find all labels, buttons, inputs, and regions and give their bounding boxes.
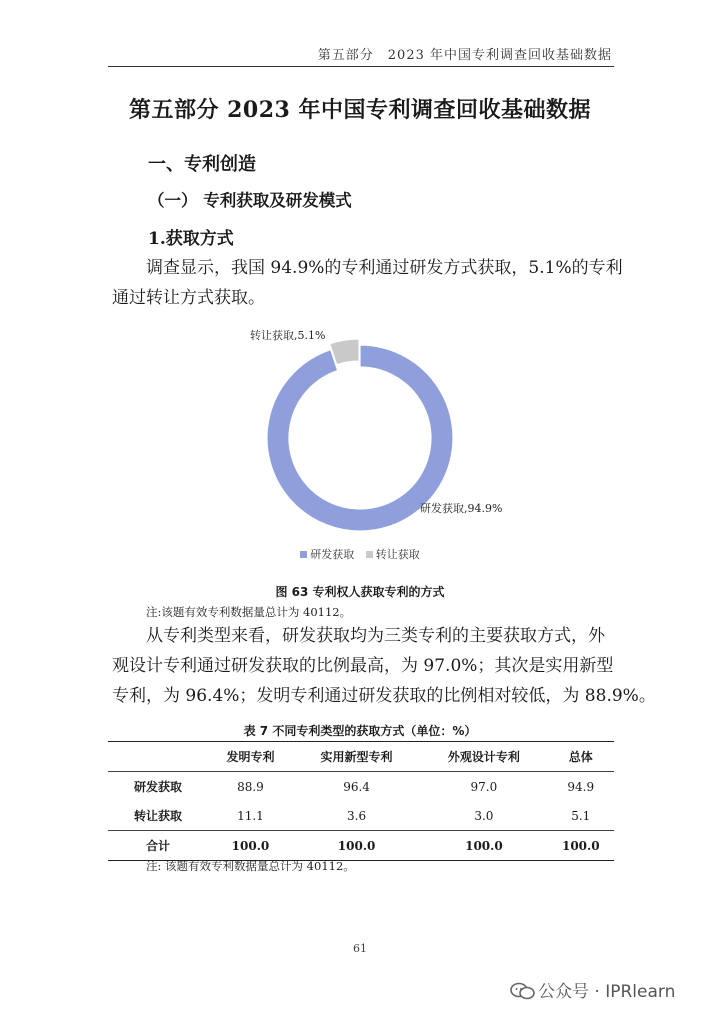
table-total-row (108, 831, 614, 861)
paragraph-acquisition-summary (112, 253, 623, 313)
page-number: 61 (353, 942, 367, 955)
subsection-heading: （一） 专利获取及研发模式 (148, 191, 352, 210)
header-rule (108, 66, 614, 67)
table-header-row (108, 742, 614, 772)
paragraph-line: 通过转让方式获取。 (112, 288, 265, 308)
table-cell: 100.0 (561, 838, 600, 853)
paragraph-line: 专利，为 96.4%；发明专利通过研发获取的比例相对较低，为 88.9%。 (112, 686, 656, 706)
legend-item (366, 546, 420, 562)
table-header-cell: 外观设计专利 (420, 742, 547, 772)
donut-chart (230, 312, 503, 552)
table-header-cell: 实用新型专利 (293, 742, 420, 772)
table-header-cell (108, 742, 208, 772)
paragraph-line: 从专利类型来看，研发获取均为三类专利的主要获取方式，外 (146, 626, 605, 646)
table-cell: 96.4 (343, 779, 370, 794)
watermark-text: 公众号 · IPRlearn (538, 982, 676, 1002)
table-cell: 3.0 (474, 808, 494, 823)
table-cell: 100.0 (337, 838, 376, 853)
legend-swatch-transfer (366, 551, 373, 558)
legend-item (300, 546, 354, 562)
row-label: 研发获取 (133, 780, 182, 794)
table-cell: 88.9 (237, 779, 264, 794)
legend-swatch-rd (300, 551, 307, 558)
legend-label: 转让获取 (375, 548, 420, 561)
table-caption: 表 7 不同专利类型的获取方式（单位：%） (243, 724, 477, 738)
slice-label-transfer: 转让获取,5.1% (250, 329, 326, 342)
row-label: 转让获取 (133, 809, 182, 823)
table-note: 注: 该题有效专利数据量总计为 40112。 (146, 859, 355, 873)
table-row (108, 772, 614, 802)
table-header-cell: 发明专利 (208, 742, 293, 772)
subsubsection-heading: 1.获取方式 (148, 229, 234, 249)
table-cell: 11.1 (237, 808, 264, 823)
chat-bubbles-icon (510, 982, 536, 1000)
figure-note: 注:该题有效专利数据量总计为 40112。 (146, 605, 352, 619)
table-cell: 5.1 (571, 808, 591, 823)
table-header-cell: 总体 (548, 742, 614, 772)
figure-caption: 图 63 专利权人获取专利的方式 (275, 585, 445, 599)
paragraph-line: 观设计专利通过研发获取的比例最高，为 97.0%；其次是实用新型 (112, 656, 614, 676)
table-cell: 94.9 (567, 779, 595, 794)
table-row (108, 801, 614, 831)
slice-label-rd: 研发获取,94.9% (420, 502, 503, 515)
table-cell: 3.6 (347, 808, 367, 823)
page-title: 第五部分 2023 年中国专利调查回收基础数据 (128, 97, 592, 123)
paragraph-line: 调查显示，我国 94.9%的专利通过研发方式获取，5.1%的专利 (146, 258, 623, 278)
legend-label: 研发获取 (310, 548, 355, 561)
table-cell: 97.0 (470, 779, 498, 794)
running-header: 第五部分 2023 年中国专利调查回收基础数据 (317, 48, 612, 63)
chart-legend (0, 546, 720, 562)
section-heading: 一、专利创造 (148, 154, 256, 175)
table-cell: 100.0 (465, 838, 503, 853)
acquisition-table (108, 741, 614, 861)
paragraph-patent-types (112, 621, 656, 711)
row-label: 合计 (145, 839, 170, 853)
table-cell: 100.0 (231, 838, 270, 853)
watermark (510, 977, 675, 1002)
